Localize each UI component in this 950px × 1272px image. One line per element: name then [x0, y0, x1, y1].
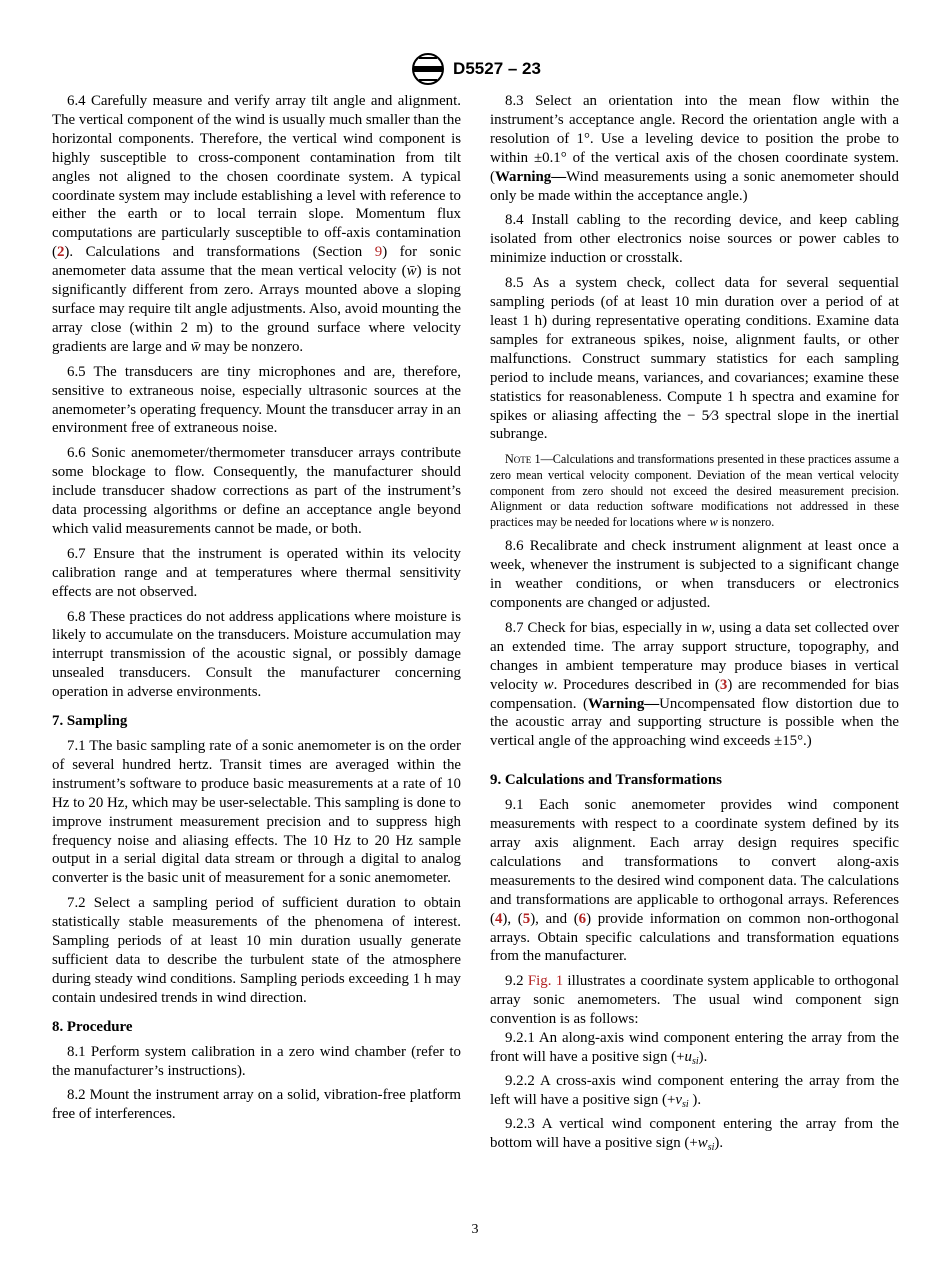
- section-9-1: 9.1 Each sonic anemometer provides wind component measurements with respect to a coordinate system defined by its array axis alignment. Each array design requires specific calculations and transformations to convert along-axis measurements to the desired wind component data. The calculations and transformations are applicable to orthogonal arrays. References (4), (5), and (6) provide information on common non-orthogonal arrays. Obtain specific calculations and transformation equations from the manufacturer.: [490, 797, 899, 965]
- heading-7: 7. Sampling: [52, 713, 128, 730]
- right-column: [490, 92, 899, 1157]
- section-6-6: 6.6 Sonic anemometer/thermometer transducer arrays contribute some blockage to flow. Consequently, the manufacturer should include transducer shadow corrections as part of the instrument’s data processing algorithms or define an acceptance angle beyond which valid measurements cannot be made, or both.: [52, 445, 461, 537]
- section-link[interactable]: 9: [374, 244, 383, 261]
- section-7-2: 7.2 Select a sampling period of sufficient duration to obtain statistically stable measurements of the phenomena of interest. Sampling periods of at least 10 min duration usually generate sufficient data to describe the turbulent state of the atmosphere during steady wind conditions. Sampling periods exceeding 1 h may contain undesired trends in wind direction.: [52, 895, 461, 1006]
- section-6-7: 6.7 Ensure that the instrument is operated within its velocity calibration range and at temperatures where thermal sensitivity effects are not observed.: [52, 545, 461, 600]
- section-8-1: 8.1 Perform system calibration in a zero wind chamber (refer to the manufacturer’s instructions).: [52, 1043, 461, 1079]
- section-8-3: 8.3 Select an orientation into the mean flow within the instrument’s acceptance angle. Record the orientation angle with a resolution of 1°. Use a leveling device to position the probe to within ±0.1° of the vertical axis of the chosen coordinate system. (Warning—Wind measurements using a sonic anemometer should only be made within the acceptance angle.): [490, 93, 899, 204]
- section-9-2-2: 9.2.2 A cross-axis wind component entering the array from the left will have a positive sign ($+v_{si}$ ).: [490, 1072, 899, 1110]
- section-8-5: 8.5 As a system check, collect data for several sequential sampling periods (of at least 10 min duration over a period of at least 1 h) during representative operating conditions. Examine data samples for extraneous spikes, noise, alignment faults, or other malfunctions. Construct summary statistics for each sampling period to include means, variances, and covariances; examine these statistics for reasonableness. Compute 1 h spectra and examine for spikes or aliasing affecting the − 5⁄3 spectral slope in the inertial subrange.: [490, 275, 899, 443]
- section-9-2-3: 9.2.3 A vertical wind component entering the array from the bottom will have a positive sign $(+w_{si})$.: [490, 1115, 899, 1153]
- section-8-7: 8.7 Check for bias, especially in w, using a data set collected over an extended time. The array support structure, topography, and changes in ambient temperature may produce biases in vertical velocity w. Procedures described in (3) are recommended for bias compensation. (Warning—Uncompensated flow distortion due to the acoustic array and supporting structure is possible when the vertical angle of the approaching wind exceeds ±15°.): [490, 619, 899, 750]
- section-8-6: 8.6 Recalibrate and check instrument alignment at least once a week, whenever the instrument is subjected to a significant change in weather conditions, or when transducers or electronics components are changed or adjusted.: [490, 538, 899, 611]
- section-6-4: 6.4 Carefully measure and verify array tilt angle and alignment. The vertical component of the wind is usually much smaller than the horizontal components. Therefore, the vertical wind component is highly susceptible to cross-component contamination from tilt angles not aligned to the chosen coordinate system. A typical coordinate system may include establishing a level with reference to either the earth or to local terrain slope. Momentum flux computations are particularly susceptible to off-axis contamination (2). Calculations and transformations (Section 9) for sonic anemometer data assume that the mean vertical velocity (w̄) is not significantly different from zero. Arrays mounted above a sloping surface may require tilt angle adjustments. Also, avoid mounting the array close (within 2 m) to the ground surface where velocity gradients are large and w̄ may be nonzero.: [52, 93, 461, 355]
- reference-link[interactable]: 5: [522, 910, 531, 927]
- heading-9: 9. Calculations and Transformations: [490, 772, 722, 789]
- section-9-2-1: 9.2.1 An along-axis wind component entering the array from the front will have a positive sign $(+u_{si})$.: [490, 1030, 899, 1067]
- section-9-2: 9.2 Fig. 1 illustrates a coordinate system applicable to orthogonal array sonic anemometers. The usual wind component sign convention is as follows:: [490, 973, 899, 1028]
- reference-link[interactable]: 6: [578, 910, 587, 927]
- figure-link[interactable]: Fig. 1: [527, 973, 564, 990]
- reference-link[interactable]: 2: [56, 244, 65, 261]
- left-column: [52, 92, 461, 1130]
- section-6-8: 6.8 These practices do not address applications where moisture is likely to accumulate on the transducers. Moisture accumulation may interrupt transmission of the acoustic signal, or possibly damage unsealed transducers. Consult the manufacturer concerning operation in adverse environments.: [52, 608, 461, 701]
- reference-link[interactable]: 3: [719, 676, 728, 693]
- note-1: Note 1—Calculations and transformations presented in these practices assume a zero mean vertical velocity component. Deviation of the mean vertical velocity component from zero should not exceed the desired measurement precision. Alignment or data reduction software modifications not addressed in these practices may be needed for locations where w is nonzero.: [490, 452, 900, 529]
- astm-logo-icon: [409, 52, 447, 86]
- section-8-2: 8.2 Mount the instrument array on a solid, vibration-free platform free of interferences.: [52, 1087, 461, 1123]
- section-6-5: 6.5 The transducers are tiny microphones and are, therefore, sensitive to extraneous noise, especially ultrasonic sources at the anemometer’s operating frequency. Mount the transducer array in an environment free of extraneous noise.: [52, 363, 461, 437]
- standard-designation: D5527 – 23: [453, 59, 541, 78]
- section-8-4: 8.4 Install cabling to the recording device, and keep cabling isolated from other electronics noise sources or power cables to minimize induction or crosstalk.: [490, 212, 899, 267]
- page-header: [0, 52, 950, 86]
- section-7-1: 7.1 The basic sampling rate of a sonic anemometer is on the order of several hundred hertz. Transit times are averaged within the instrument’s software to produce basic measurements at a rate of 10 Hz to 20 Hz, which may be user-selectable. This sampling is done to improve instrument measurement precision and to suppress high frequency noise and aliasing effects. The 10 Hz to 20 Hz sample output in a serial digital data stream or through a digital to analog converter is the basic unit of measurement for a sonic anemometer.: [52, 738, 461, 887]
- heading-8: 8. Procedure: [52, 1018, 133, 1035]
- reference-link[interactable]: 4: [494, 910, 503, 927]
- page-number: 3: [471, 1222, 479, 1237]
